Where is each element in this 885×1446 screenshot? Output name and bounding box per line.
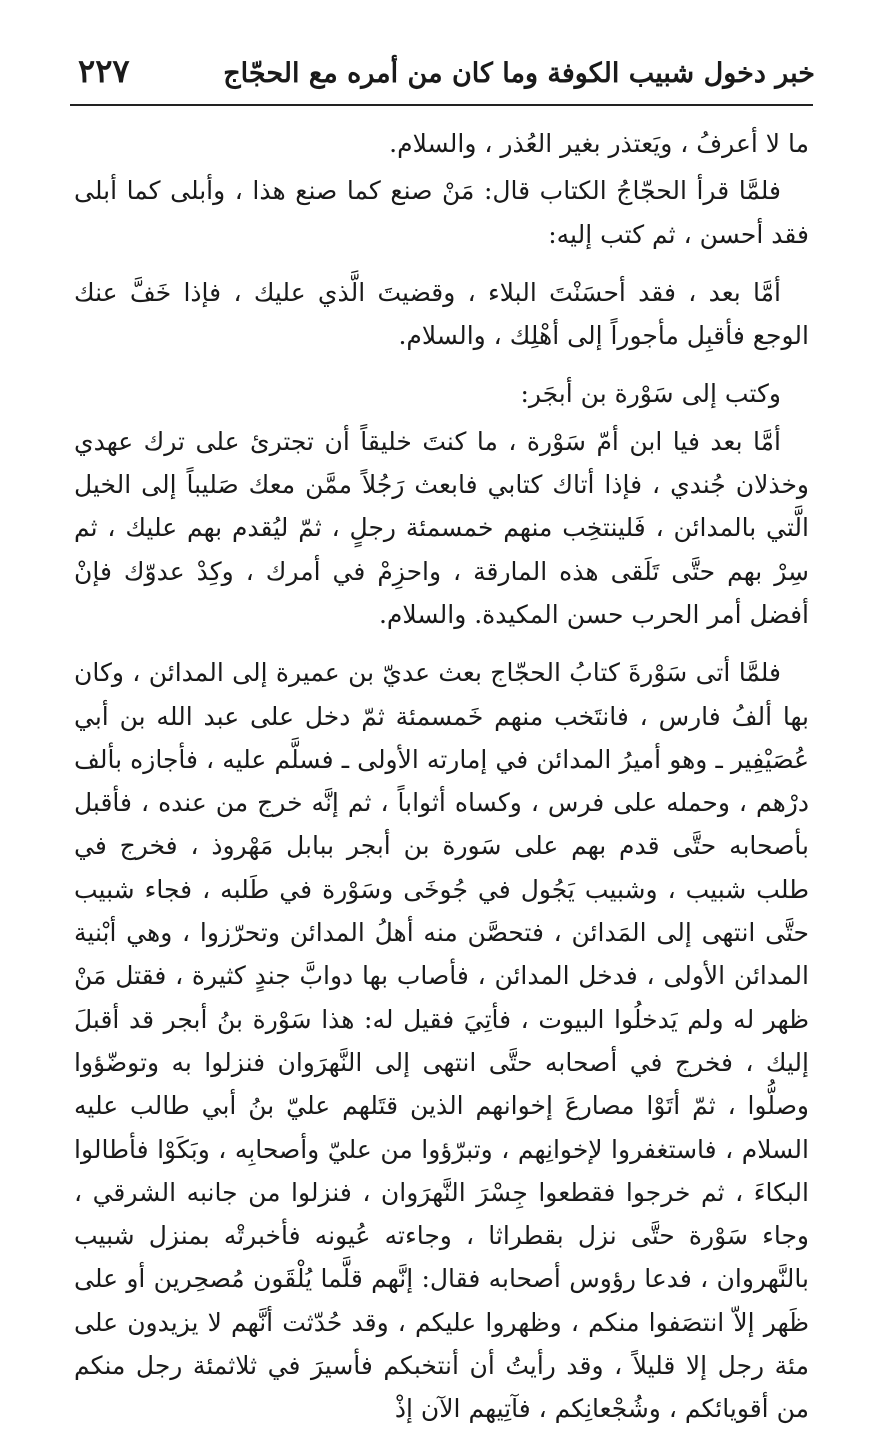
page-body — [74, 122, 809, 1446]
running-title: خبر دخول شبيب الكوفة وما كان من أمره مع الحجّاج — [223, 58, 815, 89]
page-number: ٢٢٧ — [78, 52, 130, 90]
paragraph-letter-to-sawra-intro: وكتب إلى سَوْرة بن أبجَر: — [520, 379, 781, 409]
paragraph-hajjaj-reply: أمَّا بعد ، فقد أحسَنْتَ البلاء ، وقضيتَ الَّذي عليك ، فإذا خَفَّ عنك الوجع فأقبِل مأجوراً إلى أهْلِك ، والسلام. — [74, 277, 809, 351]
paragraph-continuation: ما لا أعرفُ ، ويَعتذر بغير العُذر ، والسلام. — [389, 129, 809, 158]
header-divider — [70, 104, 813, 106]
page-header — [70, 52, 815, 102]
paragraph-sawra-campaign: فلمَّا أتى سَوْرةَ كتابُ الحجّاج بعث عديّ بن عميرة إلى المدائن ، وكان بها ألفُ فارس ، فانتَخب منهم خَمسمئة ثمّ دخل على عبد الله بن أبي عُصَيْفِير ـ وهو أميرُ المدائن في إمارته الأولى ـ فسلَّم عليه ، فأجازه بألف درْهم ، وحمله على فرس ، وكساه أثواباً ، ثم إنَّه خرج من عنده ، فأقبل بأصحابه حتَّى قدم بهم على سَورة بن أبجر ببابل مَهْروذ ، فخرج في طلب شبيب ، وشبيب يَجُول في جُوخَى وسَوْرة في طَلبه ، فجاء شبيب حتَّى انتهى إلى المَدائن ، فتحصَّن منه أهلُ المدائن وتحرّزوا ، وهي أبْنية المدائن الأولى ، فدخل المدائن ، فأصاب بها دوابَّ جندٍ كثيرة ، فقتل مَنْ ظهر له ولم يَدخلُوا البيوت ، فأتِيَ فقيل له: هذا سَوْرة بنُ أبجر قد أقبلَ إليك ، فخرج في أصحابه حتَّى انتهى إلى النَّهرَوان فنزلوا به وتوضّؤوا وصلُّوا ، ثمّ أتَوْا مصارعَ إخوانهم الذين قتَلهم عليّ بنُ أبي طالب عليه السلام ، فاستغفروا لإخوانِهم ، وتبرّؤوا من عليّ وأصحابِه ، وبَكَوْا فأطالوا البكاءَ ، ثم خرجوا فقطعوا جِسْرَ النَّهرَوان ، فنزلوا من جانبه الشرقي ، وجاء سَوْرة حتَّى نزل بقطراثا ، وجاءته عُيونه فأخبرتْه بمنزل شبيب بالنَّهروان ، فدعا رؤوس أصحابه فقال: إنَّهم قلَّما يُلْقَون مُصحِرين أو على ظَهر إلاّ انتصَفوا منكم ، وظهروا عليكم ، وقد حُدّثت أنَّهم لا يزيدون على مئة رجل إلا قليلاً ، وقد رأيتُ أن أنتخبكم فأسيرَ في ثلاثمئة رجل منكم من أقويائكم ، وشُجْعانِكم ، فآتِيهم الآن إذْ — [74, 658, 809, 1424]
paragraph-hajjaj-reads-letter: فلمَّا قرأ الحجّاجُ الكتاب قال: مَنْ صنع كما صنع هذا ، وأبلى كما أبلى فقد أحسن ، ثم كتب إليه: — [74, 176, 809, 249]
paragraph-letter-to-sawra: أمَّا بعد فيا ابن أمّ سَوْرة ، ما كنتَ خليقاً أن تجترئ على ترك عهدي وخذلان جُندي ، فإذا أتاك كتابي فابعث رَجُلاً ممَّن معك صَليباً إلى الخيل الَّتي بالمدائن ، فَلينتخِب منهم خمسمئة رجلٍ ، ثمّ ليُقدم بهم عليك ، ثم سِرْ بهم حتَّى تَلَقى هذه المارقة ، واحزِمْ في أمرك ، وكِدْ عدوّك فإنْ أفضل أمر الحرب حسن المكيدة. والسلام. — [74, 426, 809, 629]
